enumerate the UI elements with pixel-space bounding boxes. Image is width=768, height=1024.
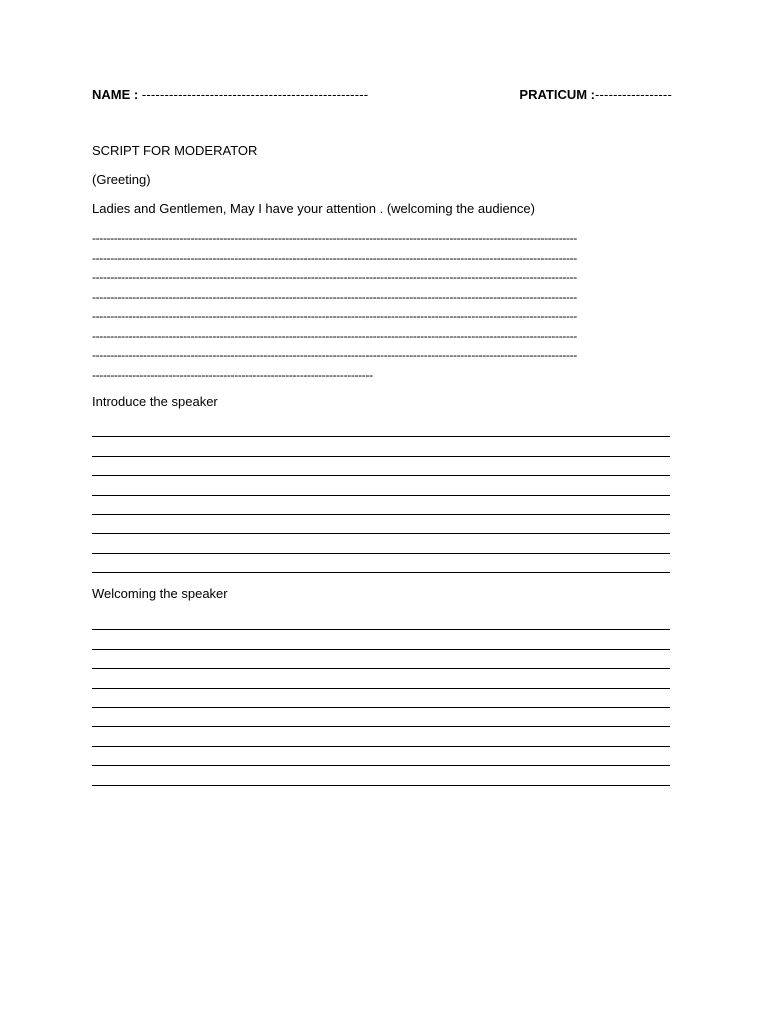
answer-line: [92, 457, 670, 476]
greeting-answer-lines[interactable]: [92, 229, 674, 385]
answer-line: [92, 611, 670, 630]
welcoming-speaker-heading: Welcoming the speaker: [92, 586, 228, 601]
dash-line: -------------------------------------------------------------------------------------------------------------------------------------: [92, 309, 577, 323]
answer-line: [92, 437, 670, 456]
praticum-field[interactable]: [519, 87, 672, 102]
answer-line: [92, 418, 670, 437]
name-field[interactable]: [92, 87, 368, 102]
dash-line-short: -----------------------------------------------------------------------------: [92, 367, 373, 382]
answer-line: [92, 747, 670, 766]
dash-line: -------------------------------------------------------------------------------------------------------------------------------------: [92, 348, 577, 362]
answer-line: [92, 669, 670, 688]
welcoming-answer-lines[interactable]: [92, 611, 670, 786]
dash-line: -------------------------------------------------------------------------------------------------------------------------------------: [92, 270, 577, 284]
opening-line: Ladies and Gentlemen, May I have your attention . (welcoming the audience): [92, 201, 535, 216]
answer-line: [92, 476, 670, 495]
answer-line: [92, 650, 670, 669]
answer-line: [92, 727, 670, 746]
introduce-speaker-heading: Introduce the speaker: [92, 394, 218, 409]
answer-line: [92, 689, 670, 708]
answer-line: [92, 766, 670, 785]
header: [92, 87, 674, 105]
name-label: NAME :: [92, 87, 139, 102]
answer-line: [92, 515, 670, 534]
answer-line: [92, 554, 670, 573]
dash-line: -------------------------------------------------------------------------------------------------------------------------------------: [92, 289, 577, 304]
answer-line: [92, 630, 670, 649]
praticum-label: PRATICUM :: [519, 87, 595, 102]
introduce-answer-lines[interactable]: [92, 418, 670, 573]
dash-line: -------------------------------------------------------------------------------------------------------------------------------------: [92, 328, 577, 343]
dash-line: -------------------------------------------------------------------------------------------------------------------------------------: [92, 250, 577, 265]
answer-line: [92, 496, 670, 515]
name-blank: --------------------------------------------------: [141, 87, 369, 102]
greeting-heading: (Greeting): [92, 172, 151, 187]
dash-line: -------------------------------------------------------------------------------------------------------------------------------------: [92, 231, 577, 245]
script-title: SCRIPT FOR MODERATOR: [92, 143, 258, 158]
praticum-blank: -----------------: [595, 87, 672, 102]
answer-line: [92, 534, 670, 553]
answer-line: [92, 708, 670, 727]
